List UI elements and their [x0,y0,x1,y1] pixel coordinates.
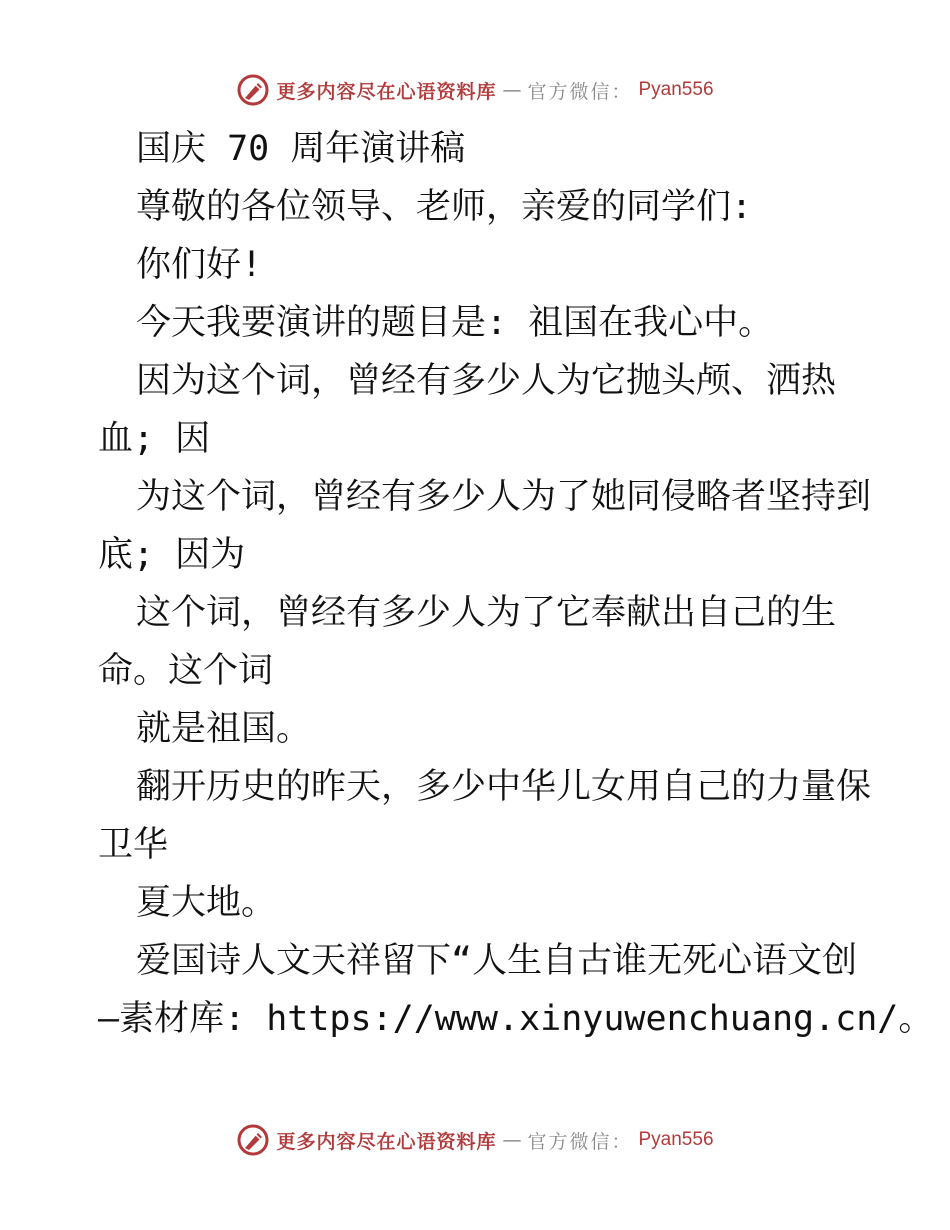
speech-body [98,120,934,1048]
footer-banner-sub: 官方微信： [527,1130,633,1153]
paragraph-line: 这个词，曾经有多少人为了它奉献出自己的生 [136,593,837,633]
header-banner-sub: 官方微信： [527,80,633,103]
paragraph-line: 为这个词，曾经有多少人为了她同侵略者坚持到 [136,477,872,517]
header-banner-sep: — [502,79,522,101]
pen-nib-logo-icon [236,73,270,107]
speech-title: 国庆 70 周年演讲稿 [136,129,466,169]
paragraph-line: 底; 因为 [98,535,246,575]
paragraph-line: 翻开历史的昨天，多少中华儿女用自己的力量保 [136,767,872,807]
paragraph-line: 命。这个词 [98,651,274,691]
salutation: 尊敬的各位领导、老师，亲爱的同学们: [136,187,753,227]
paragraph-line: —素材库: https://www.xinyuwenchuang.cn/。 [98,999,934,1039]
greeting: 你们好! [136,245,263,285]
header-banner-main: 更多内容尽在心语资料库 [276,80,497,103]
footer-banner [0,1120,950,1160]
paragraph-line: 夏大地。 [136,883,277,923]
header-banner-id: Pyan556 [638,79,714,100]
paragraph-line: 爱国诗人文天祥留下“人生自古谁无死心语文创 [136,941,858,981]
paragraph-line: 血; 因 [98,419,211,459]
pen-nib-logo-icon [236,1123,270,1157]
footer-banner-id: Pyan556 [638,1129,714,1150]
footer-banner-sep: — [502,1129,522,1151]
paragraph-line: 今天我要演讲的题目是: 祖国在我心中。 [136,303,774,343]
header-banner [0,70,950,110]
paragraph-line: 卫华 [98,825,169,865]
paragraph-line: 就是祖国。 [136,709,312,749]
footer-banner-main: 更多内容尽在心语资料库 [276,1130,497,1153]
paragraph-line: 因为这个词，曾经有多少人为它抛头颅、洒热 [136,361,837,401]
